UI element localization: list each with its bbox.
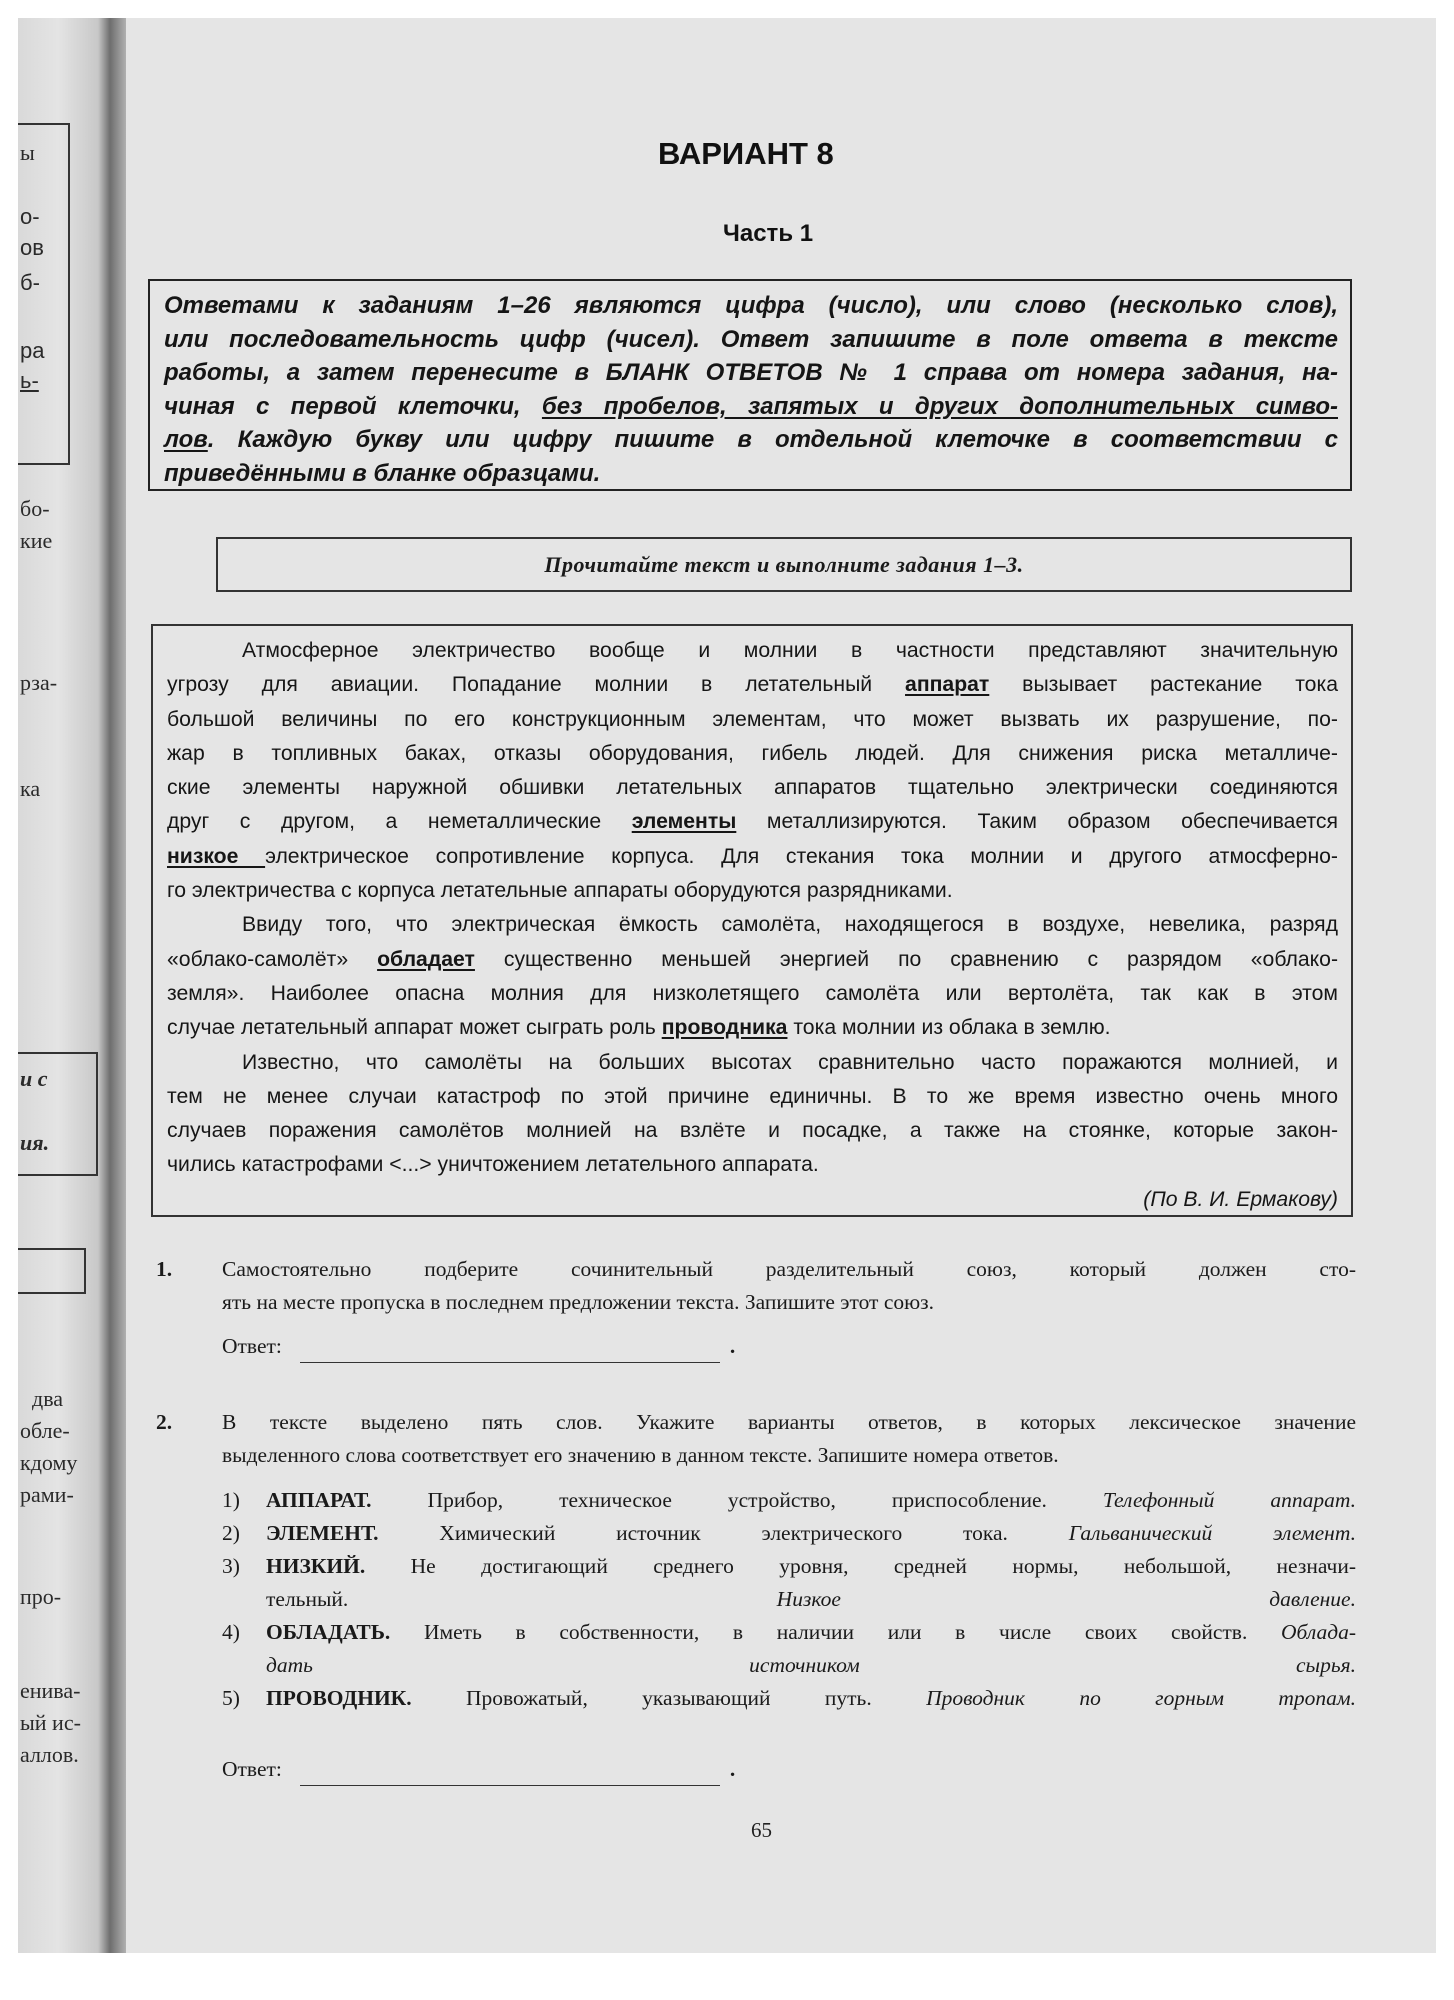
answer-period: . — [729, 1757, 736, 1781]
task-number: 1. — [156, 1257, 173, 1281]
option-number: 2) — [222, 1521, 240, 1545]
answer-label: Ответ: — [222, 1757, 282, 1781]
left-fragment: рами- — [20, 1482, 74, 1507]
option-definition: Иметь в собственности, в наличии или в числе своих свойств. — [390, 1620, 1282, 1644]
text-run: существенно меньшей энергией по сравнению с разрядом «облако- — [474, 947, 1339, 971]
text-line: го электричества с корпуса летательные аппараты оборудуются разрядниками. — [167, 879, 953, 903]
option-number: 3) — [222, 1554, 240, 1578]
instructions-underlined: без пробелов, запятых и других дополнительных симво- — [541, 392, 1338, 420]
text-line — [167, 840, 1338, 874]
part-title: Часть 1 — [723, 220, 814, 247]
variant-title: ВАРИАНТ 8 — [658, 136, 834, 171]
task-line: В тексте выделено пять слов. Укажите варианты ответов, в которых лексическое значение — [222, 1410, 1356, 1434]
text-run: угрозу для авиации. Попадание молнии в летательный — [167, 673, 906, 697]
option-word: АППАРАТ. — [266, 1488, 372, 1512]
answer-field[interactable] — [300, 1763, 720, 1786]
left-fragment: кие — [20, 528, 53, 553]
option-definition: Химический источник электрического тока. — [378, 1521, 1069, 1545]
answer-row — [222, 1753, 735, 1786]
option-line — [266, 1583, 1356, 1616]
option-example: Проводник по горным тропам. — [926, 1686, 1356, 1710]
left-fragment: ка — [20, 776, 41, 801]
task-text — [222, 1253, 1356, 1319]
instructions-line: работы, а затем перенесите в БЛАНК ОТВЕТОВ № 1 справа от номера задания, на- — [164, 359, 1338, 387]
text-run: электрическое сопротивление корпуса. Для стекания тока молнии и другого атмосферно- — [265, 844, 1338, 868]
option-item — [222, 1517, 1356, 1550]
instructions-line: Ответами к заданиям 1–26 являются цифра (число), или слово (несколько слов), — [164, 292, 1338, 319]
option-example: дать источником сырья. — [266, 1653, 1356, 1677]
text-run: «облако-самолёт» — [167, 947, 378, 971]
option-example: Гальванический элемент. — [1068, 1521, 1356, 1545]
text-line: тем не менее случаи катастроф по этой причине единичны. В то же время известно очень много — [167, 1084, 1338, 1108]
option-example: Низкое давление. — [776, 1587, 1356, 1611]
instructions-box — [148, 279, 1352, 491]
task-1 — [156, 1253, 1356, 1373]
text-line — [167, 943, 1338, 977]
option-example: Облада- — [1281, 1620, 1356, 1644]
text-line: жар в топливных баках, отказы оборудования, гибель людей. Для снижения риска металличе- — [167, 741, 1338, 765]
option-item — [222, 1484, 1356, 1517]
answer-period: . — [729, 1334, 736, 1358]
option-line — [266, 1616, 1356, 1649]
highlighted-word: обладает — [377, 947, 475, 971]
option-number: 1) — [222, 1488, 240, 1512]
instructions-line — [164, 390, 1338, 424]
left-fragment: ый ис- — [20, 1710, 81, 1735]
left-fragment: енива- — [20, 1678, 81, 1703]
left-fragment: кдому — [20, 1450, 78, 1475]
left-fragment: бо- — [20, 496, 50, 521]
option-definition: Провожатый, указывающий путь. — [411, 1686, 927, 1710]
option-word: ОБЛАДАТЬ. — [266, 1620, 391, 1644]
task-line: выделенного слова соответствует его значению в данном тексте. Запишите номера ответов. — [222, 1443, 1059, 1467]
highlighted-word: низкое — [167, 844, 266, 868]
reading-prompt: Прочитайте текст и выполните задания 1–3. — [216, 537, 1352, 592]
instructions-text: . Каждую букву или цифру пишите в отдельной клеточке в соответствии с — [207, 426, 1338, 454]
page-number: 65 — [751, 1818, 772, 1842]
highlighted-word: элементы — [631, 810, 737, 834]
left-fragment: рза- — [20, 670, 58, 695]
text-line: Ввиду того, что электрическая ёмкость самолёта, находящегося в воздухе, невелика, разряд — [242, 913, 1338, 937]
left-fragment: ов — [20, 235, 44, 260]
left-fragment: аллов. — [20, 1742, 79, 1767]
answer-label: Ответ: — [222, 1334, 282, 1358]
option-number: 4) — [222, 1620, 240, 1644]
task-2 — [156, 1406, 1356, 1806]
instructions-text: чиная с первой клеточки, — [164, 392, 542, 420]
highlighted-word: проводника — [661, 1016, 788, 1040]
answer-field[interactable] — [300, 1340, 720, 1363]
text-line: земля». Наиболее опасна молния для низколетящего самолёта или вертолёта, так как в этом — [167, 981, 1338, 1005]
option-word: НИЗКИЙ. — [266, 1554, 366, 1578]
left-page-edge — [18, 18, 110, 1953]
left-fragment: два — [32, 1386, 64, 1411]
text-run: случае летательный аппарат может сыграть роль — [167, 1016, 662, 1040]
task-number: 2. — [156, 1410, 173, 1434]
option-word: ПРОВОДНИК. — [266, 1686, 412, 1710]
option-number: 5) — [222, 1686, 240, 1710]
instructions-line: приведёнными в бланке образцами. — [164, 459, 601, 487]
instructions-line — [164, 423, 1338, 457]
option-line — [266, 1484, 1356, 1517]
left-fragment: ь- — [20, 368, 39, 393]
text-line: Атмосферное электричество вообще и молнии в частности представляют значительную — [242, 639, 1338, 662]
text-line — [167, 668, 1338, 702]
option-item — [222, 1550, 1356, 1616]
highlighted-word: аппарат — [905, 673, 990, 697]
left-fragment: ы — [20, 140, 35, 165]
text-source: (По В. И. Ермакову) — [1143, 1187, 1338, 1211]
text-line — [167, 1011, 1338, 1045]
text-run: металлизируются. Таким образом обеспечивается — [736, 810, 1339, 834]
text-line: чились катастрофами <...> уничтожением летательного аппарата. — [167, 1153, 819, 1177]
option-item — [222, 1616, 1356, 1682]
text-line: Известно, что самолёты на больших высотах сравнительно часто поражаются молнией, и — [242, 1050, 1338, 1074]
text-run: вызывает растекание тока — [989, 673, 1338, 697]
left-box-small — [18, 1248, 86, 1294]
option-line — [266, 1550, 1356, 1583]
text-run: тока молнии из облака в землю. — [787, 1016, 1111, 1040]
option-definition: тельный. — [266, 1587, 777, 1611]
task-line: ять на месте пропуска в последнем предложении текста. Запишите этот союз. — [222, 1290, 935, 1314]
task-line: Самостоятельно подберите сочинительный разделительный союз, который должен сто- — [222, 1257, 1356, 1281]
answer-row — [222, 1330, 735, 1363]
left-fragment: про- — [20, 1584, 62, 1609]
instructions-underlined: лов — [164, 426, 208, 454]
options-list — [222, 1484, 1356, 1715]
option-word: ЭЛЕМЕНТ. — [266, 1521, 379, 1545]
option-line — [266, 1517, 1356, 1550]
left-fragment: о- — [20, 204, 40, 229]
text-run: друг с другом, а неметаллические — [167, 810, 632, 834]
option-example: Телефонный аппарат. — [1102, 1488, 1356, 1512]
instructions-line: или последовательность цифр (чисел). Ответ запишите в поле ответа в тексте — [164, 325, 1338, 353]
left-fragment: ра — [20, 338, 45, 363]
page-scan — [18, 18, 1436, 1953]
task-text — [222, 1406, 1356, 1472]
reading-text-box — [151, 624, 1353, 1217]
option-line — [266, 1682, 1356, 1715]
option-definition: Не достигающий среднего уровня, средней нормы, небольшой, незначи- — [365, 1554, 1356, 1578]
text-line: случаев поражения самолётов молнией на взлёте и посадке, а также на стоянке, которые закон- — [167, 1119, 1338, 1143]
option-line — [266, 1649, 1356, 1682]
text-line: большой величины по его конструкционным элементам, что может вызвать их разрушение, по- — [167, 707, 1338, 731]
left-fragment: обле- — [20, 1418, 70, 1443]
option-definition: Прибор, техническое устройство, приспособление. — [371, 1488, 1103, 1512]
text-line: ские элементы наружной обшивки летательных аппаратов тщательно электрически соединяются — [167, 776, 1338, 800]
left-fragment: б- — [20, 270, 40, 295]
left-fragment: и с — [20, 1066, 48, 1091]
text-line — [167, 805, 1338, 839]
option-item — [222, 1682, 1356, 1715]
left-fragment: ия. — [20, 1130, 50, 1155]
